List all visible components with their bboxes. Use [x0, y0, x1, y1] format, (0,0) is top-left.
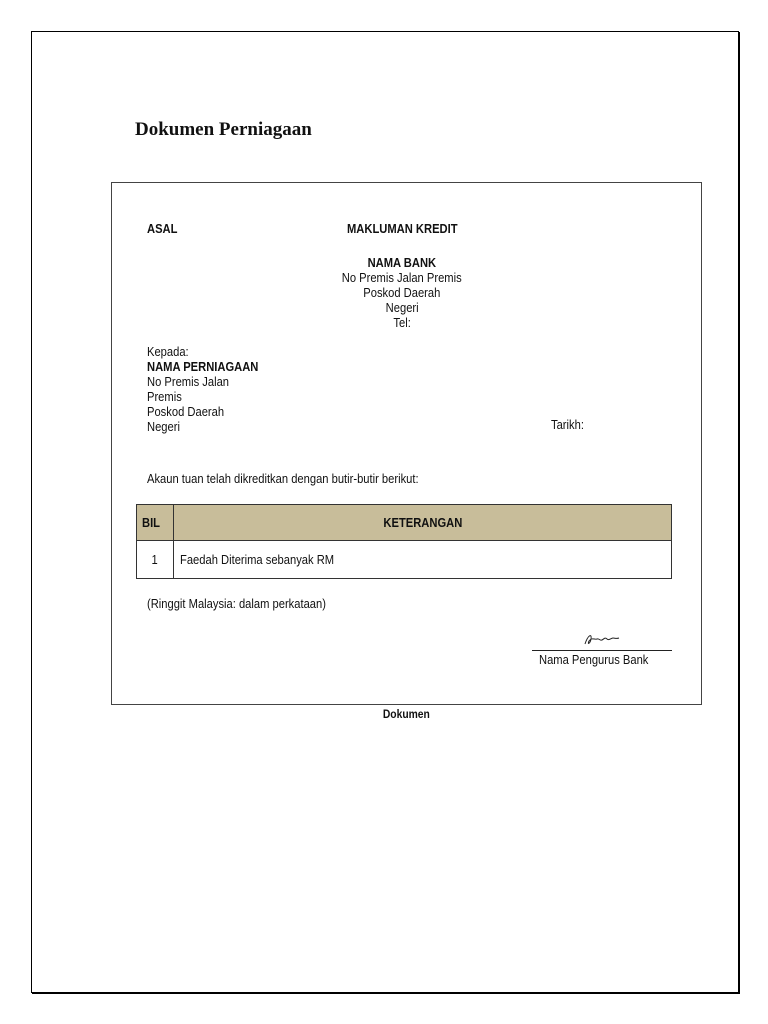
recipient-address-line: Premis — [147, 389, 182, 404]
header-keterangan: KETERANGAN — [174, 505, 672, 541]
bank-address-line: Poskod Daerah — [363, 285, 441, 300]
copy-label: ASAL — [147, 221, 178, 236]
date-label: Tarikh: — [551, 417, 584, 432]
table-header-row — [137, 505, 672, 541]
figure-caption: Dokumen — [382, 707, 431, 721]
intro-text: Akaun tuan telah dikreditkan dengan butir-butir berikut: — [147, 471, 419, 486]
page-title: Dokumen Perniagaan — [135, 119, 312, 140]
bank-address-line: No Premis Jalan Premis — [342, 270, 462, 285]
items-table — [136, 504, 672, 579]
bank-name: NAMA BANK — [367, 255, 437, 270]
signature-line — [532, 650, 672, 651]
table-row — [137, 541, 672, 579]
cell-keterangan: Faedah Diterima sebanyak RM — [174, 541, 672, 579]
recipient-address-line: Poskod Daerah — [147, 404, 225, 419]
recipient-address-line: Negeri — [147, 419, 180, 434]
bank-details — [292, 255, 512, 330]
signatory-title: Nama Pengurus Bank — [539, 652, 649, 667]
bank-tel: Tel: — [393, 315, 411, 330]
to-label: Kepada: — [147, 344, 189, 359]
recipient-block — [147, 344, 277, 434]
document-title: MAKLUMAN KREDIT — [346, 221, 458, 236]
cell-bil: 1 — [137, 541, 174, 579]
signature-scribble — [582, 631, 622, 647]
bank-address-line: Negeri — [385, 300, 419, 315]
recipient-address-line: No Premis Jalan — [147, 374, 230, 389]
recipient-name: NAMA PERNIAGAAN — [147, 359, 259, 374]
credit-note-form — [111, 182, 702, 705]
header-bil: BIL — [137, 505, 174, 541]
amount-in-words-note: (Ringgit Malaysia: dalam perkataan) — [147, 596, 326, 611]
